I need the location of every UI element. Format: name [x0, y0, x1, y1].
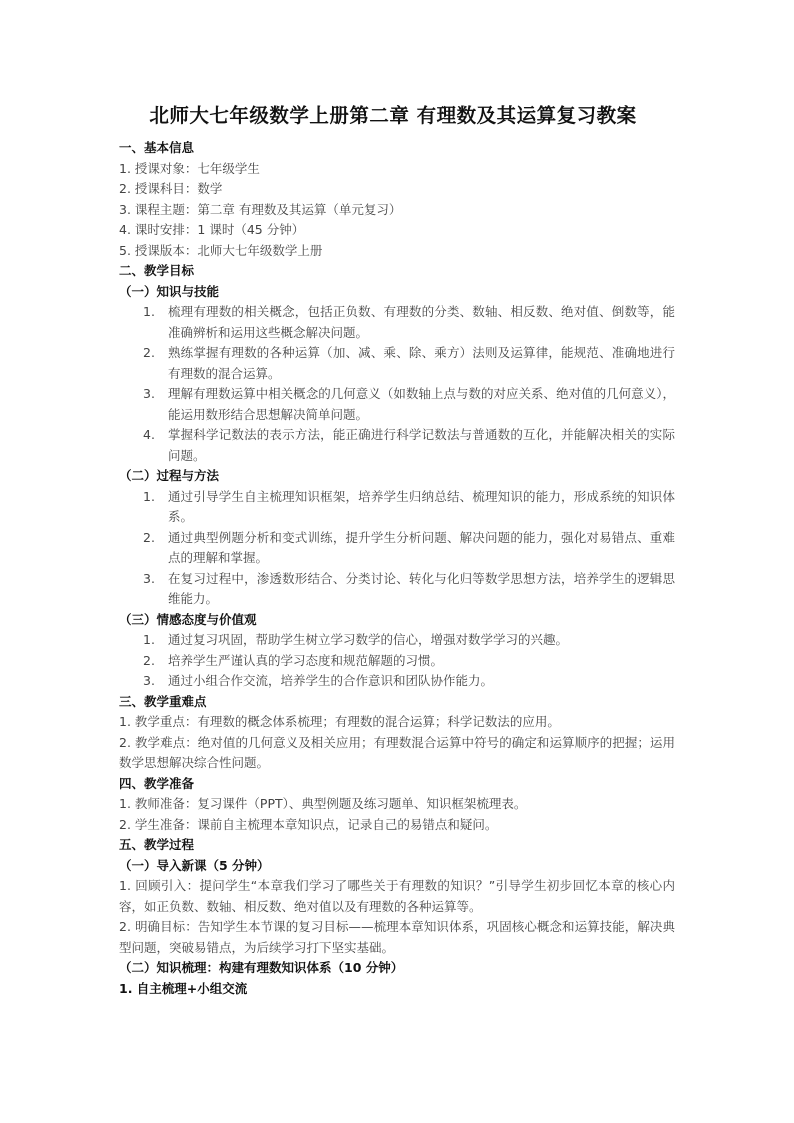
item-number: 3.	[143, 673, 155, 688]
item-text: 熟练掌握有理数的各种运算（加、减、乘、除、乘方）法则及运算律，能规范、准确地进行有理数的混合运算。	[168, 345, 675, 381]
basic-info-line: 1. 授课对象：七年级学生	[119, 160, 260, 176]
preparation-line: 1. 教师准备：复习课件（PPT）、典型例题及练习题单、知识框架梳理表。	[119, 796, 527, 811]
item-text: 通过复习巩固，帮助学生树立学习数学的信心，增强对数学学习的兴趣。	[168, 632, 569, 647]
preparation-line: 2. 学生准备：课前自主梳理本章知识点，记录自己的易错点和疑问。	[119, 816, 498, 832]
subsection-heading-attitude: （三）情感态度与价值观	[119, 611, 257, 627]
section-heading-objectives: 二、教学目标	[119, 263, 195, 278]
item-text: 通过小组合作交流，培养学生的合作意识和团队协作能力。	[168, 673, 494, 688]
section-heading-key-points: 三、教学重难点	[119, 693, 207, 709]
document-title: 北师大七年级数学上册第二章 有理数及其运算复习教案	[149, 104, 637, 127]
item-text: 培养学生严谨认真的学习态度和规范解题的习惯。	[168, 652, 444, 668]
item-text: 在复习过程中，渗透数形结合、分类讨论、转化与化归等数学思想方法，培养学生的逻辑思维能力。	[168, 570, 675, 606]
item-text: 通过典型例题分析和变式训练，提升学生分析问题、解决问题的能力，强化对易错点、重难点的理解和掌握。	[168, 529, 675, 565]
section-heading-preparation: 四、教学准备	[119, 775, 195, 791]
list-item	[143, 651, 675, 672]
list-item	[143, 569, 675, 610]
list-item	[143, 528, 675, 569]
item-text: 通过引导学生自主梳理知识框架，培养学生归纳总结、梳理知识的能力，形成系统的知识体系。	[168, 488, 675, 524]
item-text: 梳理有理数的相关概念，包括正负数、有理数的分类、数轴、相反数、绝对值、倒数等，能准确辨析和运用这些概念解决问题。	[168, 304, 675, 340]
item-number: 3.	[143, 570, 155, 586]
basic-info-line: 5. 授课版本：北师大七年级数学上册	[119, 242, 323, 258]
item-number: 3.	[143, 386, 155, 401]
item-number: 1.	[143, 488, 155, 504]
section-heading-process: 五、教学过程	[119, 837, 195, 852]
list-item	[143, 630, 675, 651]
item-text: 理解有理数运算中相关概念的几何意义（如数轴上点与数的对应关系、绝对值的几何意义），能运用数形结合思想解决简单问题。	[168, 386, 675, 422]
subsection-heading-knowledge: （一）知识与技能	[119, 283, 220, 299]
item-text: 掌握科学记数法的表示方法，能正确进行科学记数法与普通数的互化，并能解决相关的实际问题。	[168, 427, 675, 463]
list-item	[143, 671, 675, 692]
basic-info-line: 4. 课时安排：1 课时（45 分钟）	[119, 222, 305, 237]
item-number: 4.	[143, 427, 155, 442]
document-page	[119, 100, 675, 999]
knowledge-review-line: 1. 自主梳理+小组交流	[119, 980, 248, 996]
basic-info-line: 2. 授课科目：数学	[119, 181, 223, 196]
intro-line: 2. 明确目标：告知学生本节课的复习目标——梳理本章知识体系，巩固核心概念和运算技能，解决典型问题，突破易错点，为后续学习打下坚实基础。	[119, 919, 675, 955]
key-point-line: 2. 教学难点：绝对值的几何意义及相关应用；有理数混合运算中符号的确定和运算顺序的把握；运用数学思想解决综合性问题。	[119, 734, 675, 770]
item-number: 1.	[143, 632, 155, 647]
subsection-heading-intro: （一）导入新课（5 分钟）	[119, 857, 270, 873]
list-item	[143, 302, 675, 343]
list-item	[143, 487, 675, 528]
basic-info-line: 3. 课程主题：第二章 有理数及其运算（单元复习）	[119, 201, 402, 217]
item-number: 1.	[143, 304, 155, 319]
item-number: 2.	[143, 529, 155, 545]
section-heading-basic-info: 一、基本信息	[119, 140, 195, 155]
item-number: 2.	[143, 652, 155, 668]
list-item	[143, 343, 675, 384]
item-number: 2.	[143, 345, 155, 360]
list-item	[143, 425, 675, 466]
subsection-heading-knowledge-review: （二）知识梳理：构建有理数知识体系（10 分钟）	[119, 960, 404, 975]
intro-line: 1. 回顾引入：提问学生“本章我们学习了哪些关于有理数的知识？”引导学生初步回忆本章的核心内容，如正负数、数轴、相反数、绝对值以及有理数的各种运算等。	[119, 878, 675, 914]
list-item	[143, 384, 675, 425]
subsection-heading-process: （二）过程与方法	[119, 468, 220, 483]
key-point-line: 1. 教学重点：有理数的概念体系梳理；有理数的混合运算；科学记数法的应用。	[119, 714, 560, 729]
